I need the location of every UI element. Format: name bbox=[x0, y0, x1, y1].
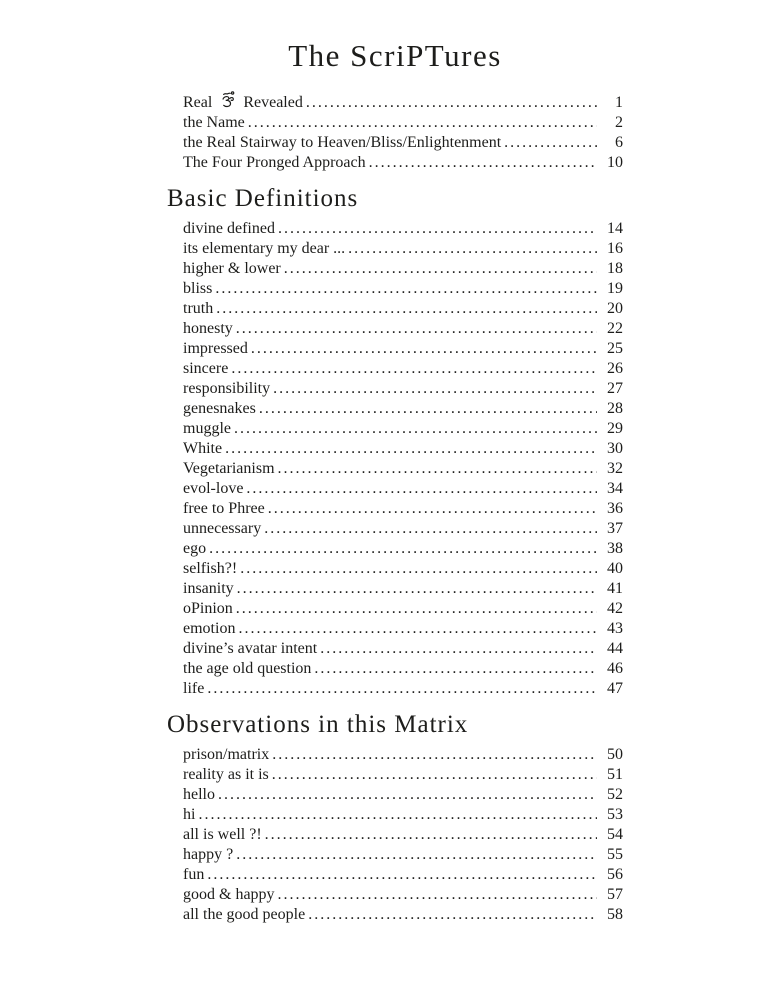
entry-title: muggle bbox=[183, 420, 231, 437]
toc-entry bbox=[183, 279, 623, 299]
entry-page-number: 18 bbox=[607, 260, 623, 277]
dot-leader bbox=[231, 359, 597, 379]
entry-page-number: 36 bbox=[607, 500, 623, 517]
dot-leader bbox=[218, 785, 597, 805]
dot-leader bbox=[248, 113, 597, 133]
entry-page-number: 44 bbox=[607, 640, 623, 657]
section-entries-list bbox=[183, 745, 623, 925]
toc-entry bbox=[183, 785, 623, 805]
dot-leader bbox=[278, 219, 597, 239]
om-icon bbox=[218, 91, 237, 109]
page-title: The ScriPTures bbox=[288, 38, 502, 73]
entry-page-number: 27 bbox=[607, 380, 623, 397]
sections-container bbox=[167, 184, 623, 925]
dot-leader bbox=[236, 319, 597, 339]
entry-page-number: 38 bbox=[607, 540, 623, 557]
entry-page-number: 6 bbox=[615, 134, 623, 151]
dot-leader bbox=[284, 259, 597, 279]
dot-leader bbox=[348, 239, 597, 259]
dot-leader bbox=[278, 459, 597, 479]
toc-entry bbox=[183, 619, 623, 639]
toc-entry bbox=[183, 559, 623, 579]
toc-entry bbox=[183, 479, 623, 499]
entry-title: fun bbox=[183, 866, 205, 883]
entry-title: all is well ?! bbox=[183, 826, 262, 843]
entry-page-number: 26 bbox=[607, 360, 623, 377]
toc-entry bbox=[183, 579, 623, 599]
toc-entry bbox=[183, 765, 623, 785]
toc-entry bbox=[183, 745, 623, 765]
entry-page-number: 52 bbox=[607, 786, 623, 803]
dot-leader bbox=[237, 579, 597, 599]
dot-leader bbox=[273, 379, 597, 399]
entry-page-number: 22 bbox=[607, 320, 623, 337]
dot-leader bbox=[251, 339, 597, 359]
dot-leader bbox=[225, 439, 597, 459]
toc-entry bbox=[183, 865, 623, 885]
entry-page-number: 53 bbox=[607, 806, 623, 823]
toc-entry bbox=[183, 419, 623, 439]
entry-page-number: 47 bbox=[607, 680, 623, 697]
dot-leader bbox=[265, 825, 597, 845]
dot-leader bbox=[259, 399, 597, 419]
entry-title: bliss bbox=[183, 280, 213, 297]
section-heading: Observations in this Matrix bbox=[167, 711, 469, 738]
entry-page-number: 55 bbox=[607, 846, 623, 863]
dot-leader bbox=[216, 299, 597, 319]
toc-entry bbox=[183, 679, 623, 699]
toc-entry bbox=[183, 379, 623, 399]
entry-page-number: 41 bbox=[607, 580, 623, 597]
entry-title: reality as it is bbox=[183, 766, 269, 783]
toc-entry bbox=[183, 113, 623, 133]
toc-entry bbox=[183, 133, 623, 153]
entry-title: honesty bbox=[183, 320, 233, 337]
entry-page-number: 51 bbox=[607, 766, 623, 783]
dot-leader bbox=[272, 745, 597, 765]
entry-title: the age old question bbox=[183, 660, 312, 677]
front-entries-list bbox=[183, 91, 623, 173]
entry-title: prison/matrix bbox=[183, 746, 270, 763]
toc-entry bbox=[183, 659, 623, 679]
toc-entry bbox=[183, 639, 623, 659]
entry-page-number: 46 bbox=[607, 660, 623, 677]
entry-page-number: 19 bbox=[607, 280, 623, 297]
entry-title: genesnakes bbox=[183, 400, 256, 417]
entry-page-number: 58 bbox=[607, 906, 623, 923]
entry-title: hello bbox=[183, 786, 215, 803]
entry-title: insanity bbox=[183, 580, 234, 597]
entry-title: divine defined bbox=[183, 220, 275, 237]
toc-entry bbox=[183, 399, 623, 419]
dot-leader bbox=[246, 479, 597, 499]
toc-entry bbox=[183, 905, 623, 925]
entry-page-number: 10 bbox=[607, 154, 623, 171]
dot-leader bbox=[207, 865, 597, 885]
dot-leader bbox=[369, 153, 597, 173]
toc-entry bbox=[183, 153, 623, 173]
dot-leader bbox=[240, 559, 597, 579]
dot-leader bbox=[320, 639, 597, 659]
entry-title: selfish?! bbox=[183, 560, 238, 577]
entry-page-number: 57 bbox=[607, 886, 623, 903]
entry-title: free to Phree bbox=[183, 500, 265, 517]
entry-page-number: 16 bbox=[607, 240, 623, 257]
dot-leader bbox=[236, 599, 597, 619]
toc-entry bbox=[183, 825, 623, 845]
toc-entry bbox=[183, 845, 623, 865]
entry-page-number: 14 bbox=[607, 220, 623, 237]
toc-entry bbox=[183, 219, 623, 239]
toc-entry bbox=[183, 319, 623, 339]
toc-entry bbox=[183, 339, 623, 359]
entry-page-number: 28 bbox=[607, 400, 623, 417]
entry-title: oPinion bbox=[183, 600, 233, 617]
toc-entry bbox=[183, 259, 623, 279]
entry-title: responsibility bbox=[183, 380, 271, 397]
dot-leader bbox=[238, 619, 597, 639]
toc-entry bbox=[183, 885, 623, 905]
entry-page-number: 32 bbox=[607, 460, 623, 477]
section-entries-list bbox=[183, 219, 623, 699]
entry-title: truth bbox=[183, 300, 214, 317]
toc-entry bbox=[183, 299, 623, 319]
entry-title: all the good people bbox=[183, 906, 306, 923]
entry-title: Real Revealed bbox=[183, 91, 303, 113]
entry-title: impressed bbox=[183, 340, 248, 357]
entry-page-number: 43 bbox=[607, 620, 623, 637]
toc-entry bbox=[183, 519, 623, 539]
entry-title: the Name bbox=[183, 114, 245, 131]
table-of-contents bbox=[167, 38, 623, 925]
dot-leader bbox=[308, 905, 597, 925]
toc-entry bbox=[183, 439, 623, 459]
entry-page-number: 34 bbox=[607, 480, 623, 497]
toc-entry bbox=[183, 805, 623, 825]
entry-title: sincere bbox=[183, 360, 229, 377]
entry-page-number: 42 bbox=[607, 600, 623, 617]
entry-page-number: 54 bbox=[607, 826, 623, 843]
toc-entry bbox=[183, 91, 623, 113]
entry-title: emotion bbox=[183, 620, 236, 637]
dot-leader bbox=[268, 499, 597, 519]
toc-entry bbox=[183, 359, 623, 379]
entry-title: divine’s avatar intent bbox=[183, 640, 318, 657]
dot-leader bbox=[236, 845, 597, 865]
entry-page-number: 29 bbox=[607, 420, 623, 437]
entry-title: White bbox=[183, 440, 223, 457]
dot-leader bbox=[207, 679, 597, 699]
entry-title: its elementary my dear ... bbox=[183, 240, 346, 257]
entry-title: happy ? bbox=[183, 846, 234, 863]
entry-title: The Four Pronged Approach bbox=[183, 154, 366, 171]
entry-page-number: 37 bbox=[607, 520, 623, 537]
entry-page-number: 50 bbox=[607, 746, 623, 763]
entry-title: life bbox=[183, 680, 205, 697]
entry-title: evol-love bbox=[183, 480, 244, 497]
entry-title: Vegetarianism bbox=[183, 460, 275, 477]
dot-leader bbox=[314, 659, 597, 679]
toc-entry bbox=[183, 499, 623, 519]
entry-page-number: 20 bbox=[607, 300, 623, 317]
entry-page-number: 1 bbox=[615, 94, 623, 111]
toc-entry bbox=[183, 459, 623, 479]
dot-leader bbox=[209, 539, 597, 559]
section-heading: Basic Definitions bbox=[167, 185, 359, 212]
dot-leader bbox=[198, 805, 597, 825]
entry-page-number: 56 bbox=[607, 866, 623, 883]
dot-leader bbox=[234, 419, 597, 439]
dot-leader bbox=[264, 519, 597, 539]
dot-leader bbox=[278, 885, 597, 905]
entry-page-number: 25 bbox=[607, 340, 623, 357]
toc-entry bbox=[183, 539, 623, 559]
dot-leader bbox=[272, 765, 597, 785]
entry-title: unnecessary bbox=[183, 520, 262, 537]
dot-leader bbox=[306, 93, 597, 113]
entry-page-number: 40 bbox=[607, 560, 623, 577]
dot-leader bbox=[215, 279, 597, 299]
entry-title: ego bbox=[183, 540, 207, 557]
entry-title: the Real Stairway to Heaven/Bliss/Enlightenment bbox=[183, 134, 502, 151]
entry-title: higher & lower bbox=[183, 260, 281, 277]
entry-title: hi bbox=[183, 806, 196, 823]
entry-title: good & happy bbox=[183, 886, 275, 903]
entry-page-number: 2 bbox=[615, 114, 623, 131]
toc-entry bbox=[183, 239, 623, 259]
dot-leader bbox=[504, 133, 597, 153]
entry-page-number: 30 bbox=[607, 440, 623, 457]
toc-entry bbox=[183, 599, 623, 619]
